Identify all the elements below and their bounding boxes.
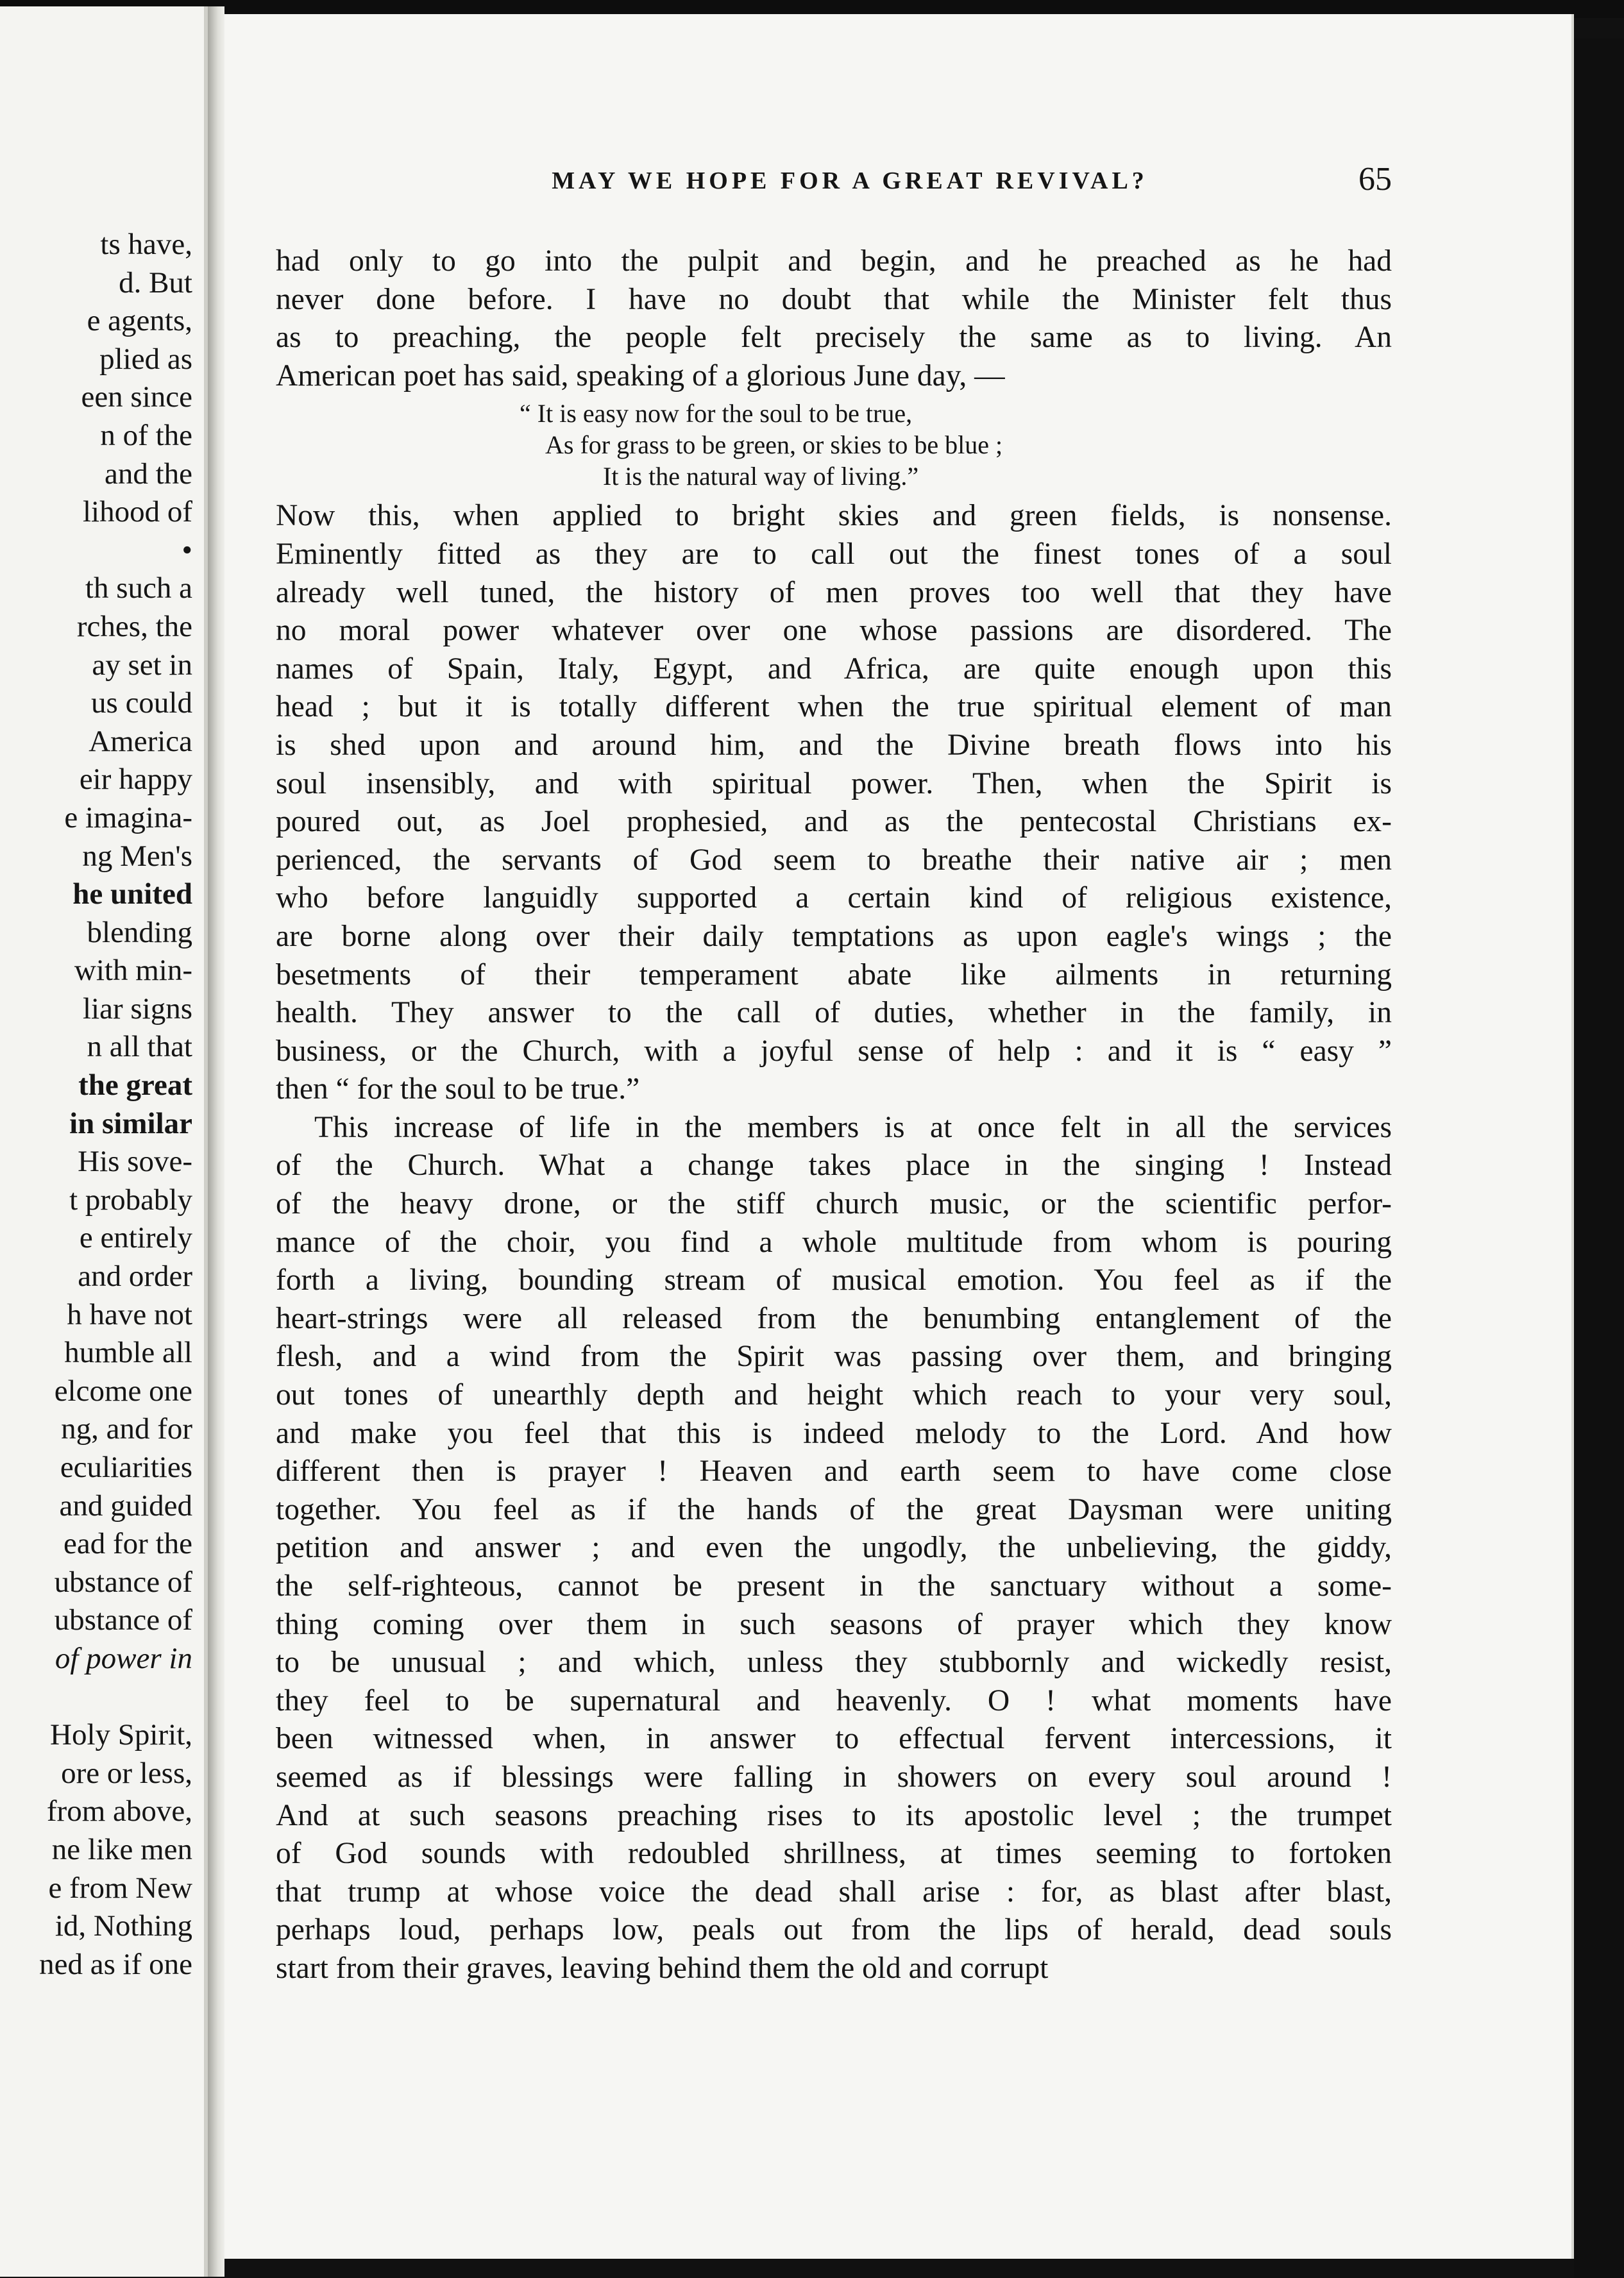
facing-page-line: liar signs: [82, 991, 192, 1025]
text-line: American poet has said, speaking of a glorious June day, —: [276, 359, 1005, 392]
facing-page-line: d. But: [119, 266, 192, 300]
facing-page: [0, 6, 208, 2277]
facing-page-line: ng, and for: [61, 1412, 192, 1446]
text-line: petition and answer ; and even the ungodly, the unbelieving, the giddy,: [276, 1531, 1392, 1565]
facing-page-line: humble all: [64, 1336, 192, 1370]
facing-page-line: us could: [91, 686, 192, 720]
facing-page-line: n all that: [87, 1030, 192, 1064]
paragraph: [276, 497, 1392, 1109]
facing-page-line: e agents,: [87, 304, 192, 338]
text-line: forth a living, bounding stream of musical emotion. You feel as if the: [276, 1263, 1392, 1297]
facing-page-line: id, Nothing: [55, 1909, 192, 1943]
book-gutter: [208, 6, 224, 2277]
text-line: names of Spain, Italy, Egypt, and Africa, are quite enough upon this: [276, 652, 1392, 686]
facing-page-line: Holy Spirit,: [50, 1718, 192, 1752]
facing-page-line: from above,: [46, 1794, 192, 1828]
facing-page-line: in similar: [69, 1106, 192, 1140]
facing-page-line: elcome one: [54, 1374, 192, 1408]
text-line: heart-strings were all released from the benumbing entanglement of the: [276, 1301, 1392, 1335]
facing-page-line: he united: [72, 877, 192, 911]
running-title: MAY WE HOPE FOR A GREAT REVIVAL?: [552, 167, 1148, 194]
facing-page-line: and order: [78, 1260, 192, 1294]
scan-right-border: [1574, 38, 1624, 2278]
text-line: and make you feel that this is indeed melody to the Lord. And how: [276, 1416, 1392, 1450]
text-line: are borne along over their daily temptations as upon eagle's wings ; the: [276, 919, 1392, 953]
text-line: business, or the Church, with a joyful sense of help : and it is “ easy ”: [276, 1034, 1392, 1068]
text-line: never done before. I have no doubt that while the Minister felt thus: [276, 282, 1392, 316]
text-line: of the heavy drone, or the stiff church music, or the scientific perfor-: [276, 1187, 1392, 1221]
text-line: perienced, the servants of God seem to breathe their native air ; men: [276, 843, 1392, 877]
text-line: the self-righteous, cannot be present in the sanctuary without a some-: [276, 1569, 1392, 1603]
text-line: health. They answer to the call of duties, whether in the family, in: [276, 996, 1392, 1030]
text-line: already well tuned, the history of men proves too well that they have: [276, 575, 1392, 609]
facing-page-line: ead for the: [63, 1527, 192, 1561]
facing-page-line: [0, 1678, 192, 1717]
facing-page-line: ubstance of: [54, 1603, 192, 1637]
text-line: that trump at whose voice the dead shall arise : for, as blast after blast,: [276, 1875, 1392, 1909]
facing-page-line: eculiarities: [60, 1451, 192, 1484]
text-line: seemed as if blessings were falling in showers on every soul around !: [276, 1760, 1392, 1794]
text-line: This increase of life in the members is at once felt in all the services: [314, 1110, 1392, 1144]
facing-page-line: America: [89, 724, 192, 758]
poem-quotation: [276, 398, 1392, 492]
text-line: out tones of unearthly depth and height which reach to your very soul,: [276, 1378, 1392, 1412]
facing-page-line: lihood of: [82, 495, 192, 529]
text-line: Eminently fitted as they are to call out the finest tones of a soul: [276, 537, 1392, 571]
text-line: besetments of their temperament abate like ailments in returning: [276, 958, 1392, 991]
facing-page-line: ng Men's: [82, 839, 192, 873]
text-line: of God sounds with redoubled shrillness, at times seeming to fortoken: [276, 1837, 1392, 1871]
text-line: mance of the choir, you find a whole multitude from whom is pouring: [276, 1225, 1392, 1259]
facing-page-line: ne like men: [51, 1832, 192, 1866]
facing-page-line: t probably: [69, 1183, 192, 1217]
facing-page-line: rches, the: [76, 609, 192, 643]
paragraph: [276, 242, 1392, 395]
facing-page-line: eir happy: [79, 763, 192, 797]
facing-page-line: n of the: [100, 418, 192, 452]
text-line: as to preaching, the people felt precisely the same as to living. An: [276, 321, 1392, 355]
text-line: different then is prayer ! Heaven and earth seem to have come close: [276, 1455, 1392, 1489]
text-line: been witnessed when, in answer to effectual fervent intercessions, it: [276, 1722, 1392, 1756]
poem-line: “ It is easy now for the soul to be true,: [520, 399, 913, 428]
facing-page-line: ore or less,: [61, 1756, 192, 1790]
facing-page-line: His sove-: [78, 1145, 192, 1179]
text-line: is shed upon and around him, and the Divine breath flows into his: [276, 728, 1392, 762]
facing-page-line: and the: [104, 457, 192, 491]
facing-page-line: of power in: [55, 1641, 192, 1675]
facing-page-line: plied as: [99, 342, 192, 376]
facing-page-line: •: [182, 533, 192, 567]
text-line: soul insensibly, and with spiritual power. Then, when the Spirit is: [276, 766, 1392, 800]
facing-page-line: with min-: [74, 954, 192, 988]
text-line: perhaps loud, perhaps low, peals out from the lips of herald, dead souls: [276, 1913, 1392, 1947]
text-line: then “ for the soul to be true.”: [276, 1072, 640, 1106]
paragraph: [276, 1109, 1392, 1988]
poem-line: It is the natural way of living.”: [603, 462, 919, 491]
facing-page-line: blending: [87, 915, 192, 949]
text-line: start from their graves, leaving behind them the old and corrupt: [276, 1951, 1049, 1985]
text-line: to be unusual ; and which, unless they stubbornly and wickedly resist,: [276, 1646, 1392, 1680]
facing-page-line: ned as if one: [39, 1947, 192, 1981]
text-line: flesh, and a wind from the Spirit was passing over them, and bringing: [276, 1340, 1392, 1374]
text-line: together. You feel as if the hands of the great Daysman were uniting: [276, 1492, 1392, 1526]
facing-page-line: the great: [78, 1068, 192, 1102]
poem-line: As for grass to be green, or skies to be blue ;: [545, 430, 1003, 460]
facing-page-line: th such a: [85, 571, 192, 605]
text-line: who before languidly supported a certain kind of religious existence,: [276, 881, 1392, 915]
facing-page-line: ts have,: [100, 228, 192, 261]
text-line: poured out, as Joel prophesied, and as the pentecostal Christians ex-: [276, 805, 1392, 839]
facing-page-line: een since: [81, 380, 192, 414]
text-line: Now this, when applied to bright skies and green fields, is nonsense.: [276, 499, 1392, 533]
text-line: they feel to be supernatural and heavenly. O ! what moments have: [276, 1683, 1392, 1717]
facing-page-line: e imagina-: [64, 800, 192, 834]
text-line: thing coming over them in such seasons of prayer which they know: [276, 1607, 1392, 1641]
facing-page-text: [0, 226, 192, 1984]
text-line: head ; but it is totally different when the true spiritual element of man: [276, 690, 1392, 724]
facing-page-line: h have not: [67, 1297, 192, 1331]
page-number: 65: [1358, 161, 1392, 198]
facing-page-line: e from New: [48, 1871, 192, 1905]
text-line: had only to go into the pulpit and begin, and he preached as he had: [276, 244, 1392, 278]
facing-page-line: e entirely: [79, 1221, 192, 1255]
facing-page-line: and guided: [59, 1489, 192, 1523]
page-body: [276, 242, 1392, 1988]
text-line: of the Church. What a change takes place in the singing ! Instead: [276, 1149, 1392, 1183]
text-line: And at such seasons preaching rises to its apostolic level ; the trumpet: [276, 1798, 1392, 1832]
text-line: no moral power whatever over one whose passions are disordered. The: [276, 614, 1392, 648]
facing-page-line: ay set in: [92, 648, 192, 682]
facing-page-line: ubstance of: [54, 1565, 192, 1599]
